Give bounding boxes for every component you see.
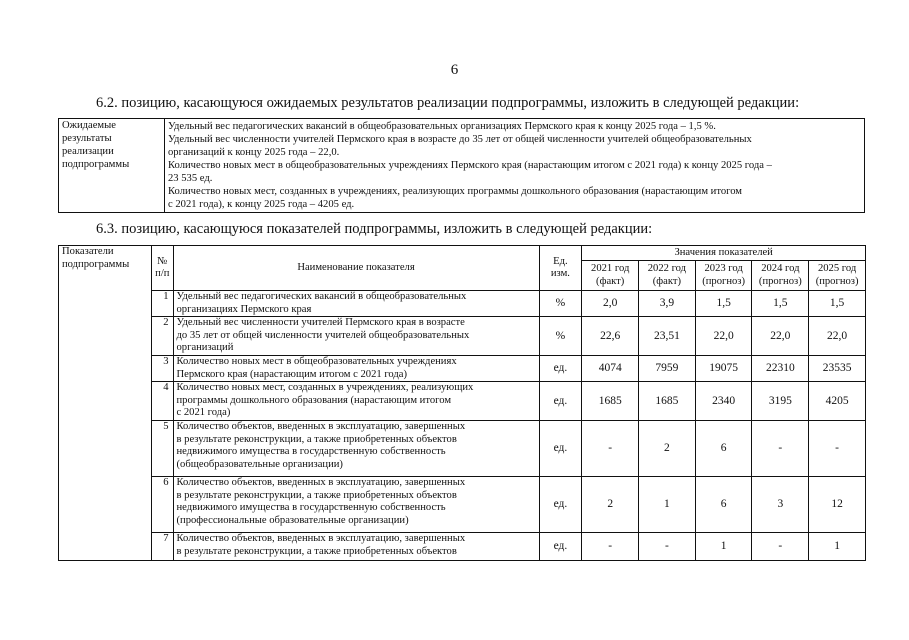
row-number: 1: [152, 291, 173, 317]
value-cell: 22,6: [582, 317, 639, 356]
value-cell: -: [809, 421, 866, 477]
table-row: [59, 317, 866, 356]
indicator-name-line: Пермского края (нарастающим итогом с 2021 года): [176, 368, 408, 380]
value-cell: 19075: [695, 356, 752, 382]
unit-header-line: изм.: [550, 268, 570, 279]
year-label: 2022 год: [647, 263, 687, 274]
result-line: Удельный вес педагогических вакансий в общеобразовательных организациях Пермского края к концу 2025 года – 1,5 %.: [168, 121, 716, 132]
value-cell: 22,0: [809, 317, 866, 356]
label-line: результаты: [62, 133, 112, 144]
value-cell: 1: [809, 533, 866, 561]
unit-cell: ед.: [539, 477, 582, 533]
unit-header: [539, 246, 582, 291]
value-cell: 4205: [809, 382, 866, 421]
indicator-name-line: до 35 лет от общей численности учителей общеобразовательных: [176, 329, 470, 341]
result-line: организаций к концу 2025 года – 22,0.: [168, 147, 340, 158]
indicator-name-line: в результате реконструкции, а также приобретенных объектов: [176, 545, 457, 557]
indicators-label-cell: [59, 246, 152, 561]
result-line: Количество новых мест в общеобразовательных учреждениях Пермского края (нарастающим итогом с 2021 года) к концу 2025 года –: [168, 160, 772, 171]
value-cell: 23,51: [639, 317, 696, 356]
value-cell: 2340: [695, 382, 752, 421]
value-cell: 2: [639, 421, 696, 477]
unit-cell: ед.: [539, 356, 582, 382]
value-cell: 1: [695, 533, 752, 561]
value-cell: 6: [695, 477, 752, 533]
indicator-name-line: Количество новых мест, созданных в учреждениях, реализующих: [176, 382, 474, 393]
label-line: Показатели: [62, 246, 114, 257]
value-cell: -: [752, 533, 809, 561]
year-header: [809, 261, 866, 291]
value-cell: 1685: [639, 382, 696, 421]
value-cell: 23535: [809, 356, 866, 382]
expected-results-label: [59, 119, 165, 213]
indicator-name-line: организаций: [176, 342, 234, 353]
year-header: [695, 261, 752, 291]
value-cell: 1,5: [809, 291, 866, 317]
indicator-name-line: программы дошкольного образования (нарастающим итогом: [176, 394, 452, 406]
expected-results-row: [59, 119, 865, 213]
label-line: Ожидаемые: [62, 120, 116, 131]
year-status: (прогноз): [815, 275, 859, 287]
indicator-name-line: недвижимого имущества в государственную собственность: [176, 446, 446, 457]
result-line: Удельный вес численности учителей Пермского края в возрасте до 35 лет от общей численности учителей общеобразовательных: [168, 134, 752, 145]
year-label: 2024 год: [761, 263, 800, 274]
year-header: [639, 261, 696, 291]
year-status: (факт): [652, 275, 682, 287]
row-number: 4: [152, 382, 173, 421]
value-cell: 22,0: [695, 317, 752, 356]
value-cell: 2: [582, 477, 639, 533]
label-line: подпрограммы: [62, 258, 130, 270]
row-number: 3: [152, 356, 173, 382]
indicator-name-line: Количество объектов, введенных в эксплуатацию, завершенных: [176, 421, 466, 432]
row-number: 7: [152, 533, 173, 561]
unit-cell: ед.: [539, 421, 582, 477]
indicator-name: [173, 533, 539, 561]
table-row: [59, 291, 866, 317]
year-label: 2025 год: [817, 263, 857, 274]
result-line: с 2021 года), к концу 2025 года – 4205 ед.: [168, 199, 355, 210]
number-header-line: п/п: [155, 268, 170, 279]
unit-cell: ед.: [539, 533, 582, 561]
indicator-name-line: (общеобразовательные организации): [176, 458, 343, 470]
indicator-name-line: Количество объектов, введенных в эксплуатацию, завершенных: [176, 533, 466, 544]
indicator-name: [173, 317, 539, 356]
indicator-name: [173, 356, 539, 382]
value-cell: -: [582, 533, 639, 561]
indicator-name: [173, 382, 539, 421]
row-number: 2: [152, 317, 173, 356]
value-cell: 3195: [752, 382, 809, 421]
value-cell: 22,0: [752, 317, 809, 356]
result-line: 23 535 ед.: [168, 173, 213, 184]
number-header: [152, 246, 173, 291]
year-header: [582, 261, 639, 291]
value-cell: -: [639, 533, 696, 561]
value-cell: 3: [752, 477, 809, 533]
value-cell: 6: [695, 421, 752, 477]
name-header: Наименование показателя: [173, 246, 539, 291]
expected-results-text: [165, 119, 865, 213]
label-line: реализации: [62, 146, 114, 157]
indicator-name-line: Удельный вес численности учителей Пермского края в возрасте: [176, 317, 465, 328]
indicator-name: [173, 477, 539, 533]
value-cell: 4074: [582, 356, 639, 382]
table-row: [59, 533, 866, 561]
indicator-name-line: недвижимого имущества в государственную собственность: [176, 502, 446, 513]
year-status: (прогноз): [758, 275, 802, 287]
indicator-name-line: организациях Пермского края: [176, 303, 312, 315]
year-status: (факт): [596, 275, 625, 287]
expected-results-table: [58, 118, 865, 213]
label-line: подпрограммы: [62, 159, 130, 170]
value-cell: 22310: [752, 356, 809, 382]
value-cell: 1685: [582, 382, 639, 421]
indicator-name: [173, 291, 539, 317]
indicator-name-line: Удельный вес педагогических вакансий в общеобразовательных: [176, 291, 467, 302]
indicator-name-line: Количество новых мест в общеобразовательных учреждениях: [176, 356, 457, 367]
indicator-name: [173, 421, 539, 477]
value-cell: 1,5: [695, 291, 752, 317]
year-label: 2023 год: [704, 263, 743, 274]
value-cell: 1,5: [752, 291, 809, 317]
section-heading-6-2: 6.2. позицию, касающуюся ожидаемых результатов реализации подпрограммы, изложить в следующей редакции:: [96, 95, 800, 111]
table-row: [59, 477, 866, 533]
indicator-name-line: Количество объектов, введенных в эксплуатацию, завершенных: [176, 477, 466, 488]
table-row: [59, 382, 866, 421]
year-status: (прогноз): [702, 275, 746, 287]
values-group-header: Значения показателей: [582, 246, 866, 261]
row-number: 5: [152, 421, 173, 477]
value-cell: 12: [809, 477, 866, 533]
header-row-top: [59, 246, 866, 261]
table-row: [59, 356, 866, 382]
row-number: 6: [152, 477, 173, 533]
indicator-name-line: в результате реконструкции, а также приобретенных объектов: [176, 489, 457, 501]
value-cell: 7959: [639, 356, 696, 382]
unit-cell: %: [539, 317, 582, 356]
result-line: Количество новых мест, созданных в учреждениях, реализующих программы дошкольного образования (нарастающим итогом: [168, 186, 743, 197]
unit-header-line: Ед.: [553, 255, 568, 267]
section-heading-6-3: 6.3. позицию, касающуюся показателей подпрограммы, изложить в следующей редакции:: [96, 221, 653, 237]
indicator-name-line: (профессиональные образовательные организации): [176, 514, 409, 526]
indicator-name-line: с 2021 года): [176, 407, 231, 418]
year-label: 2021 год: [591, 263, 630, 274]
number-header-line: №: [157, 255, 168, 267]
table-row: [59, 421, 866, 477]
value-cell: 1: [639, 477, 696, 533]
value-cell: -: [582, 421, 639, 477]
indicators-table: [58, 245, 866, 561]
year-header: [752, 261, 809, 291]
unit-cell: %: [539, 291, 582, 317]
value-cell: 2,0: [582, 291, 639, 317]
value-cell: 3,9: [639, 291, 696, 317]
indicator-name-line: в результате реконструкции, а также приобретенных объектов: [176, 433, 457, 445]
value-cell: -: [752, 421, 809, 477]
page-number: 6: [450, 62, 459, 78]
unit-cell: ед.: [539, 382, 582, 421]
